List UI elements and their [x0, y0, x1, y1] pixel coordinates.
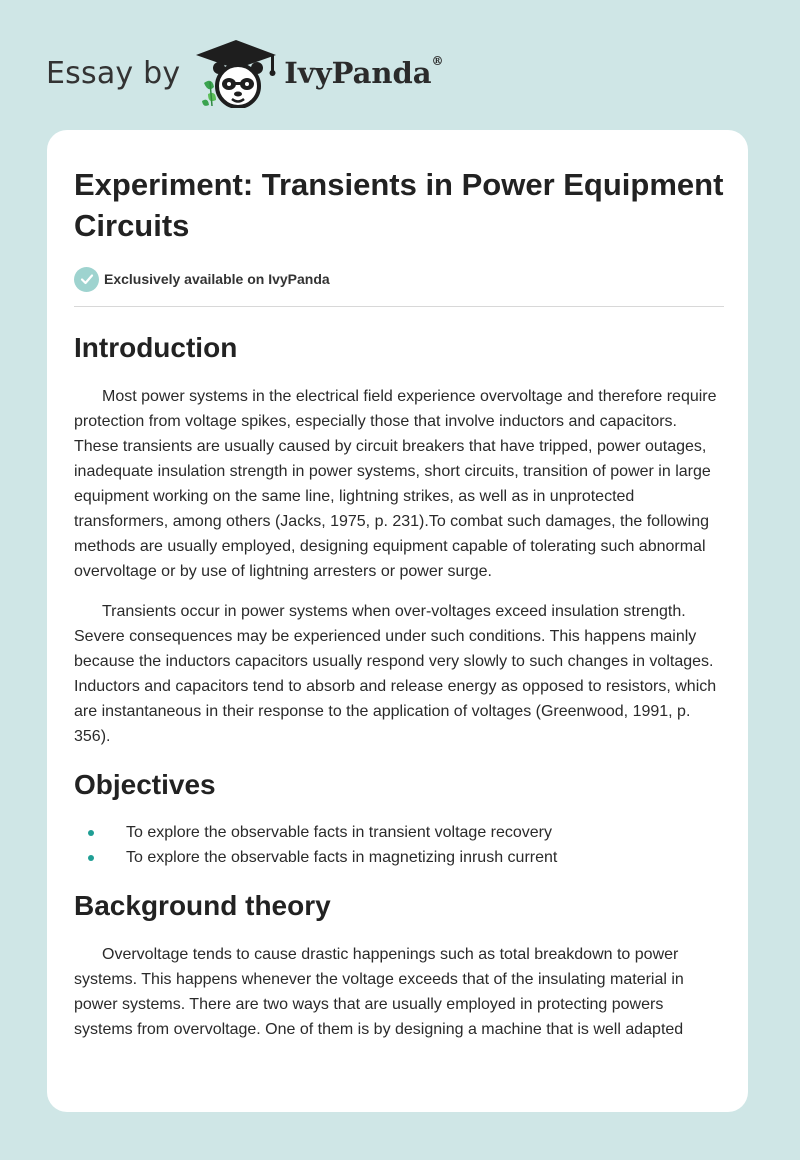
paragraph: Most power systems in the electrical field experience overvoltage and therefore require protection from voltage spikes, especially those that involve inductors and capacitors. These transients are usually caused by circuit breakers that have tripped, power outages, inadequate insulation strength in power systems, short circuits, transition of power in large equipment working on the same line, lightning strikes, as well as in unprotected transformers, among others (Jacks, 1975, p. 231).To combat such damages, the following methods are usually employed, designing equipment capable of tolerating such abnormal overvoltage or by use of lightning arresters or power surge. — [74, 388, 717, 580]
section-heading-introduction: Introduction — [74, 332, 238, 363]
panda-graduate-icon — [194, 38, 278, 108]
brand-name: IvyPanda® — [284, 54, 444, 90]
paragraph: Transients occur in power systems when over-voltages exceed insulation strength. Severe consequences may be experienced under such conditions. This happens mainly because the inductors capacitors usually respond very slowly to such changes in voltages. Inductors and capacitors tend to absorb and release energy as opposed to resistors, which are instantaneous in their response to the application of voltages (Greenwood, 1991, p. 356). — [74, 603, 717, 745]
site-header — [46, 38, 444, 108]
paragraph: Overvoltage tends to cause drastic happenings such as total breakdown to power systems. This happens whenever the voltage exceeds that of the insulating material in power systems. There are two ways that are usually employed in protecting powers systems from overvoltage. One of them is by designing a machine that is well adapted — [74, 946, 684, 1038]
check-icon — [74, 267, 99, 292]
bullet-icon — [88, 830, 94, 836]
ivypanda-logo[interactable] — [194, 38, 443, 108]
article-content — [74, 164, 724, 1042]
registered-mark: ® — [431, 54, 444, 68]
article-title: Experiment: Transients in Power Equipment Circuits — [74, 167, 724, 243]
objectives-list — [74, 820, 724, 870]
divider — [74, 306, 724, 307]
article-card — [47, 130, 748, 1112]
section-heading-background: Background theory — [74, 890, 331, 921]
section-heading-objectives: Objectives — [74, 769, 216, 800]
bullet-icon — [88, 855, 94, 861]
list-item: To explore the observable facts in magnetizing inrush current — [74, 845, 724, 870]
exclusive-badge — [74, 266, 724, 292]
badge-label: Exclusively available on IvyPanda — [104, 271, 330, 287]
essay-by-label: Essay by — [46, 55, 181, 91]
list-item: To explore the observable facts in transient voltage recovery — [74, 820, 724, 845]
